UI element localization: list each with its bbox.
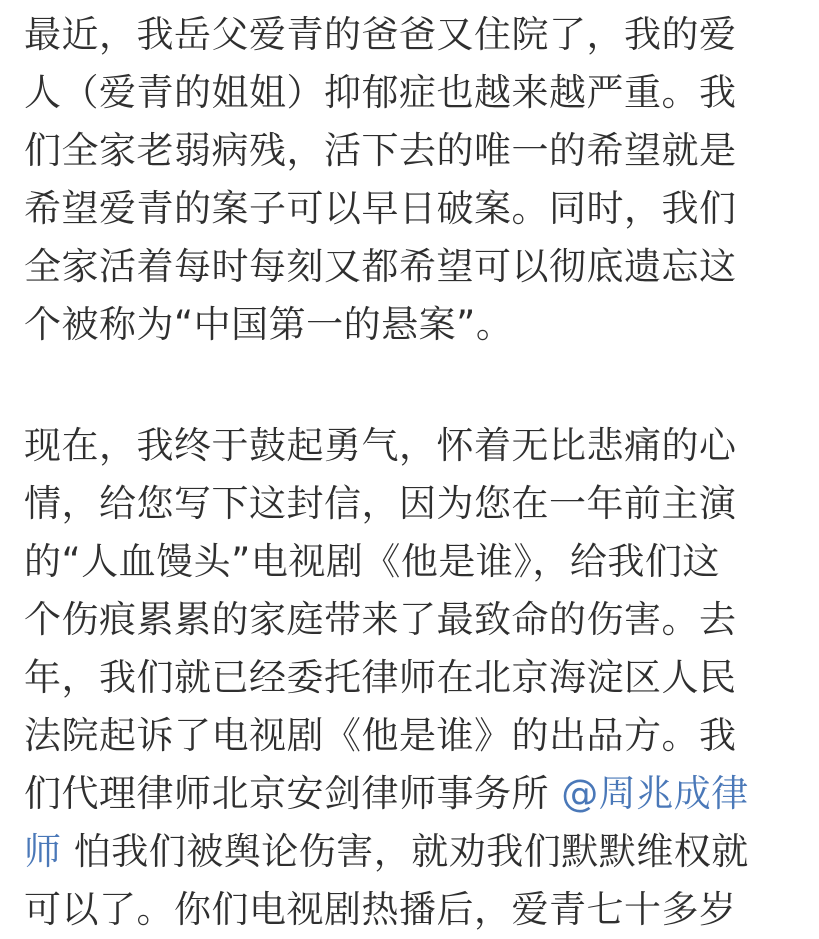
text-line: 现在，我终于鼓起勇气，怀着无比悲痛的心 bbox=[24, 424, 737, 467]
mention-link[interactable]: @周兆成律 bbox=[561, 772, 749, 815]
text-line bbox=[24, 765, 799, 823]
text-line: 们全家老弱病残，活下去的唯一的希望就是 bbox=[24, 129, 737, 172]
text-line: 个被称为“中国第一的悬案”。 bbox=[24, 303, 514, 346]
text-line: 情，给您写下这封信，因为您在一年前主演 bbox=[24, 482, 737, 525]
text-segment: 怕我们被舆论伤害，就劝我们默默维权就 bbox=[61, 830, 749, 873]
text-line bbox=[24, 823, 799, 881]
text-line: 的“人血馒头”电视剧《他是谁》，给我们这 bbox=[24, 540, 720, 583]
text-line: 个伤痕累累的家庭带来了最致命的伤害。去 bbox=[24, 598, 737, 641]
paragraph-2 bbox=[24, 417, 799, 939]
text-line: 可以了。你们电视剧热播后，爱青七十多岁 bbox=[24, 888, 737, 931]
text-line: 全家活着每时每刻又都希望可以彻底遗忘这 bbox=[24, 245, 737, 288]
text-line: 希望爱青的案子可以早日破案。同时，我们 bbox=[24, 187, 737, 230]
text-line: 年，我们就已经委托律师在北京海淀区人民 bbox=[24, 656, 737, 699]
text-segment: 们代理律师北京安剑律师事务所 bbox=[24, 772, 562, 815]
text-line: 最近，我岳父爱青的爸爸又住院了，我的爱 bbox=[24, 13, 737, 56]
text-line: 人（爱青的姐姐）抑郁症也越来越严重。我 bbox=[24, 71, 737, 114]
text-line: 法院起诉了电视剧《他是谁》的出品方。我 bbox=[24, 714, 737, 757]
mention-link-continued[interactable]: 师 bbox=[24, 830, 62, 873]
paragraph-1 bbox=[24, 6, 799, 354]
